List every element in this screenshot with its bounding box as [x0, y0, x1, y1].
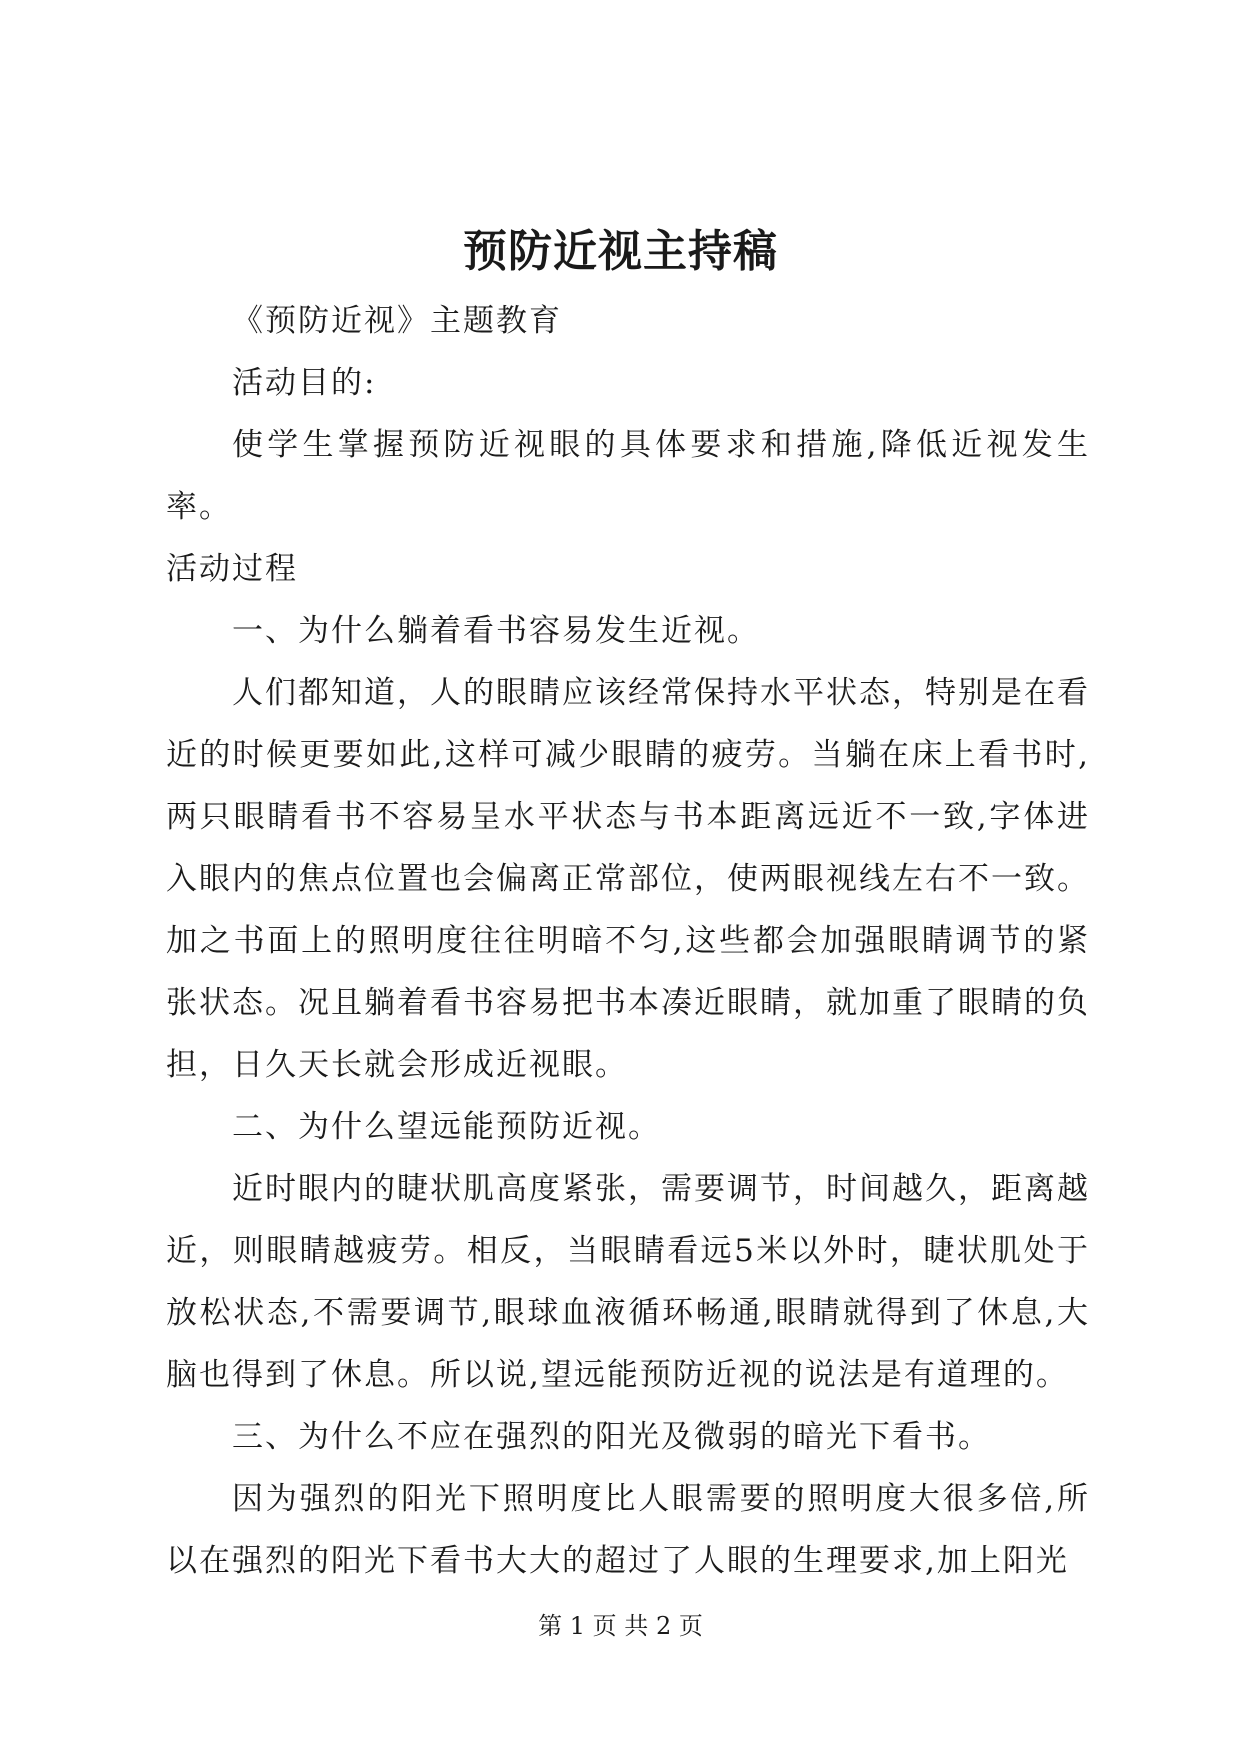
paragraph-process-heading: 活动过程 [166, 551, 298, 587]
paragraph-section-3: 因为强烈的阳光下照明度比人眼需要的照明度大很多倍,所以在强烈的阳光下看书大大的超过了人眼的生理要求,加上阳光 [166, 1481, 1090, 1579]
paragraph-purpose: 使学生掌握预防近视眼的具体要求和措施,降低近视发生率。 [166, 427, 1090, 525]
paragraph-theme: 《预防近视》主题教育 [232, 303, 562, 339]
section-heading-2: 二、为什么望远能预防近视。 [232, 1109, 661, 1145]
section-heading-1: 一、为什么躺着看书容易发生近视。 [232, 613, 760, 649]
document-body [166, 290, 1090, 1592]
paragraph-section-1: 人们都知道，人的眼睛应该经常保持水平状态，特别是在看近的时候更要如此,这样可减少眼睛的疲劳。当躺在床上看书时,两只眼睛看书不容易呈水平状态与书本距离远近不一致,字体进入眼内的焦点位置也会偏离正常部位，使两眼视线左右不一致。加之书面上的照明度往往明暗不匀,这些都会加强眼睛调节的紧张状态。况且躺着看书容易把书本凑近眼睛，就加重了眼睛的负担，日久天长就会形成近视眼。 [166, 675, 1090, 1083]
document-title: 预防近视主持稿 [463, 226, 778, 277]
paragraph-purpose-heading: 活动目的: [232, 365, 377, 401]
paragraph-section-2: 近时眼内的睫状肌高度紧张，需要调节，时间越久，距离越近，则眼睛越疲劳。相反，当眼睛看远5米以外时，睫状肌处于放松状态,不需要调节,眼球血液循环畅通,眼睛就得到了休息,大脑也得到了休息。所以说,望远能预防近视的说法是有道理的。 [166, 1171, 1090, 1393]
section-heading-3: 三、为什么不应在强烈的阳光及微弱的暗光下看书。 [232, 1419, 991, 1455]
page-number-footer: 第 1 页 共 2 页 [538, 1612, 703, 1640]
